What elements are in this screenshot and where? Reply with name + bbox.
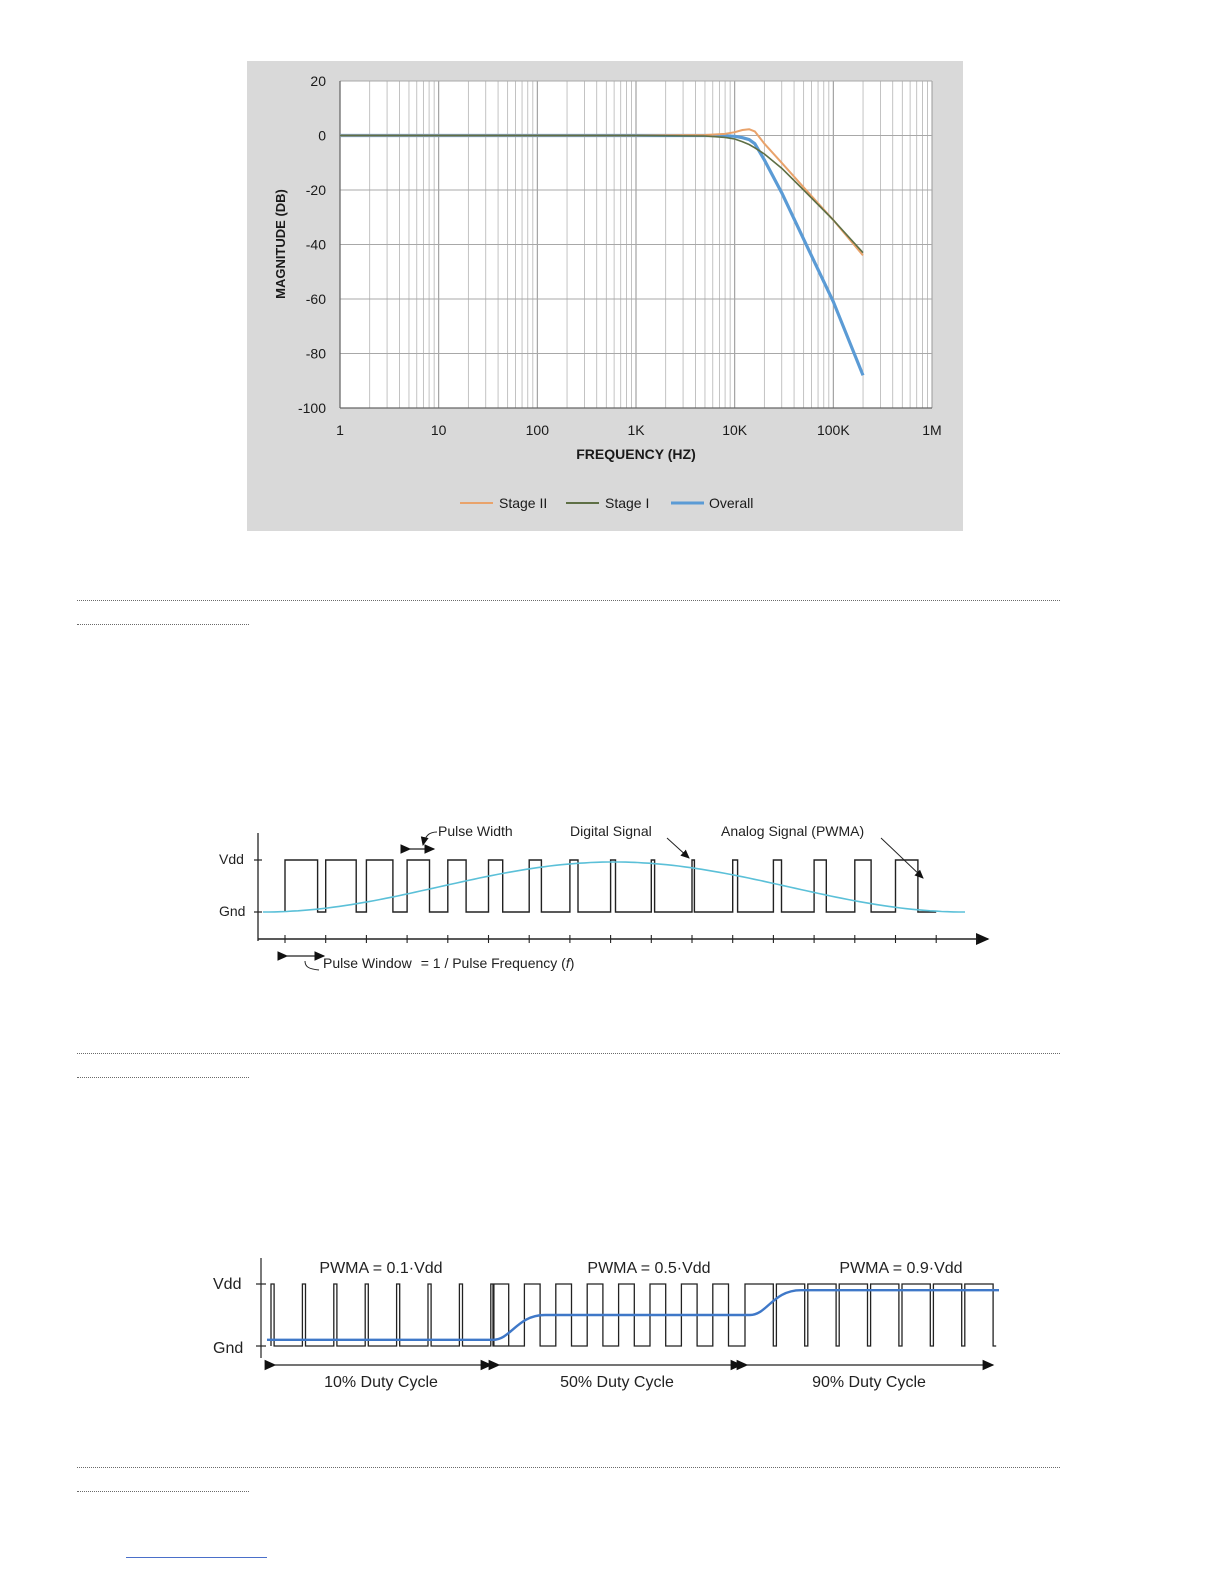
- x-tick-label: 1K: [627, 422, 645, 438]
- y-tick-label: -100: [297, 400, 326, 416]
- y-axis-label: MAGNITUDE (DB): [273, 189, 288, 299]
- x-tick-label: 1: [336, 422, 344, 438]
- legend-label-stage-i: Stage I: [605, 495, 650, 511]
- chart-legend: [460, 495, 753, 511]
- divider-short: [77, 1491, 249, 1492]
- duty-cycle-diagram: [205, 1240, 1005, 1440]
- close-paren: ): [569, 955, 575, 971]
- y-tick-label: -40: [305, 236, 326, 253]
- y-tick-label: -60: [305, 291, 326, 307]
- pwm-signal-diagram: [205, 805, 1005, 1030]
- digital-signal-waveform: [285, 860, 936, 912]
- gnd-label: Gnd: [219, 903, 246, 919]
- divider: [77, 600, 1060, 601]
- divider-short: [77, 624, 249, 625]
- x-tick-label: 100: [525, 422, 550, 438]
- divider: [77, 1467, 1060, 1468]
- y-tick-label: 20: [310, 73, 326, 89]
- gnd-label: Gnd: [213, 1340, 244, 1357]
- x-tick-label: 10K: [722, 422, 748, 438]
- legend-label-stage-ii: Stage II: [499, 495, 548, 511]
- analog-signal-pointer: [881, 838, 923, 878]
- legend-label-overall: Overall: [709, 495, 754, 511]
- x-tick-label: 1M: [922, 422, 942, 438]
- pulse-window-label: Pulse Window: [323, 955, 412, 971]
- y-tick-label: 0: [318, 127, 326, 144]
- duty-label-1: 10% Duty Cycle: [324, 1374, 438, 1391]
- chart-y-ticks: [298, 73, 326, 416]
- vdd-label: Vdd: [213, 1276, 242, 1293]
- chart-x-ticks: [336, 422, 942, 438]
- vdd-label: Vdd: [219, 851, 244, 867]
- chart-grid: [340, 81, 932, 408]
- digital-signal-label: Digital Signal: [570, 823, 652, 839]
- divider: [77, 1053, 1060, 1054]
- pulse-window-pointer: [305, 961, 319, 970]
- pwma-average-curve: [267, 1290, 999, 1340]
- link-underline[interactable]: [126, 1557, 267, 1558]
- pwma-title-3: PWMA = 0.9·Vdd: [839, 1260, 963, 1277]
- pulse-width-label: Pulse Width: [438, 823, 513, 839]
- f-label: f: [565, 955, 570, 971]
- pulse-frequency-label: = 1 / Pulse Frequency (: [420, 955, 566, 971]
- x-axis-label: FREQUENCY (HZ): [576, 446, 696, 462]
- pulse-width-pointer: [423, 832, 437, 845]
- pwma-title-2: PWMA = 0.5·Vdd: [587, 1260, 711, 1277]
- pwma-title-1: PWMA = 0.1·Vdd: [319, 1260, 443, 1277]
- y-tick-label: -20: [305, 182, 326, 198]
- duty-label-3: 90% Duty Cycle: [812, 1374, 926, 1391]
- duty-group-1: [275, 1260, 491, 1391]
- analog-signal-curve: [263, 862, 965, 912]
- duty-group-2: [499, 1260, 741, 1391]
- divider-short: [77, 1077, 249, 1078]
- y-tick-label: -80: [305, 345, 326, 362]
- frequency-response-chart: [247, 61, 963, 531]
- x-tick-label: 100K: [816, 422, 850, 438]
- x-tick-label: 10: [430, 422, 447, 438]
- pulse-window-text: [323, 955, 574, 971]
- digital-signal-pointer: [667, 838, 689, 858]
- analog-signal-label: Analog Signal (PWMA): [721, 823, 865, 839]
- duty-label-2: 50% Duty Cycle: [560, 1374, 674, 1391]
